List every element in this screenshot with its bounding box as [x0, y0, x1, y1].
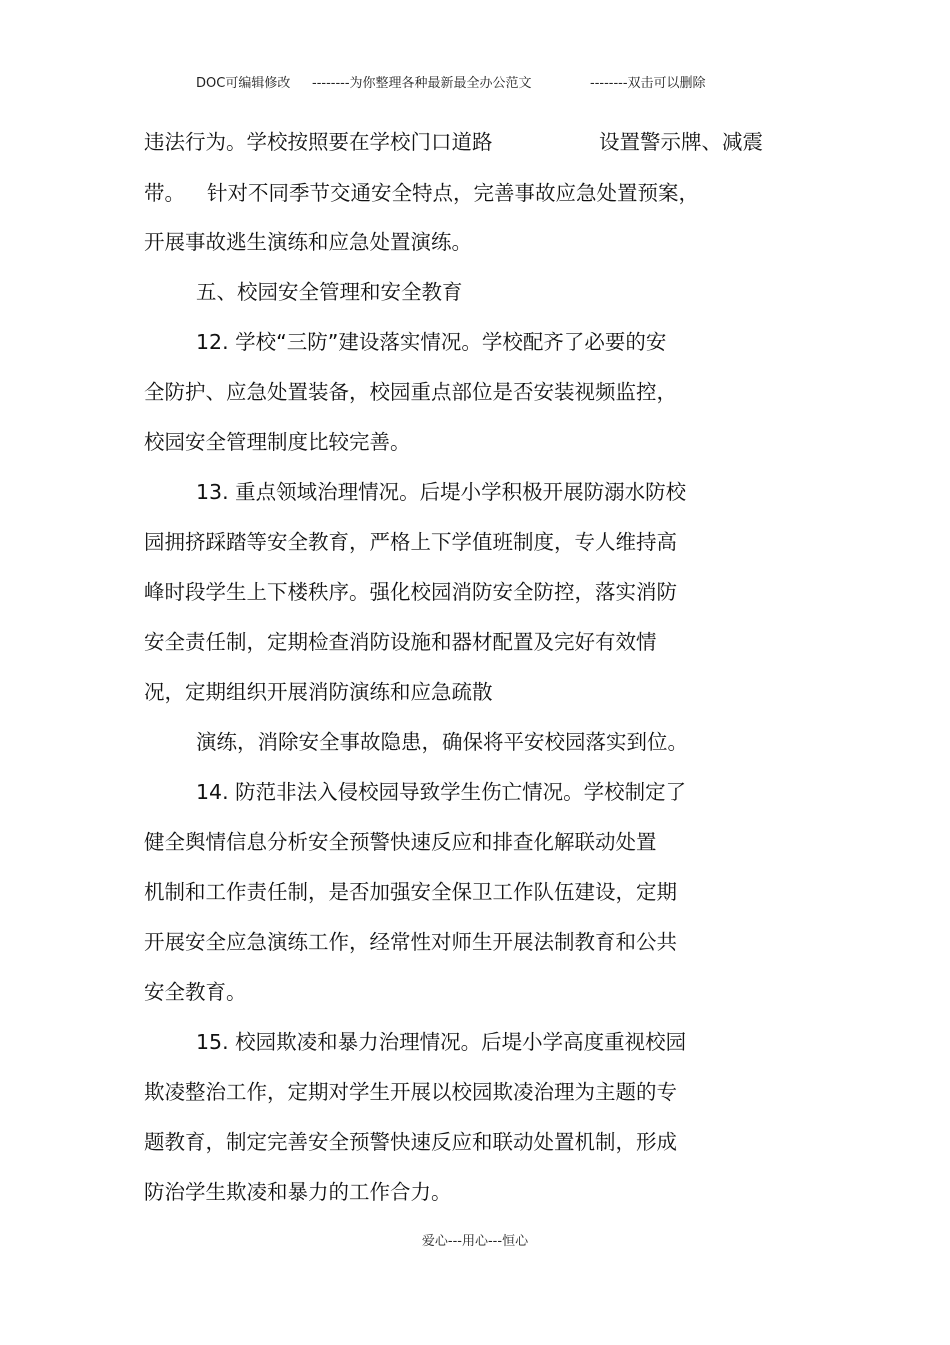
header-note-1: --------为你整理各种最新最全办公范文 — [312, 76, 532, 91]
text-line: 13. 重点领域治理情况。后堤小学积极开展防溺水防校 — [196, 480, 687, 504]
text-line: 峰时段学生上下楼秩序。强化校园消防安全防控，落实消防 — [144, 580, 677, 604]
text-line: 安全责任制，定期检查消防设施和器材配置及完好有效情 — [144, 630, 657, 654]
text-segment: 针对不同季节交通安全特点，完善事故应急处置预案， — [207, 181, 699, 205]
page-footer: 爱心---用心---恒心 — [421, 1234, 529, 1249]
text-line: 题教育，制定完善安全预警快速反应和联动处置机制，形成 — [144, 1130, 677, 1154]
text-line: 开展安全应急演练工作，经常性对师生开展法制教育和公共 — [144, 930, 677, 954]
text-segment: 带。 — [144, 181, 185, 205]
header-note-2: --------双击可以删除 — [590, 76, 706, 91]
text-line: 园拥挤踩踏等安全教育，严格上下学值班制度，专人维持高 — [144, 530, 677, 554]
text-line: 15. 校园欺凌和暴力治理情况。后堤小学高度重视校园 — [196, 1030, 687, 1054]
text-line: 欺凌整治工作，定期对学生开展以校园欺凌治理为主题的专 — [144, 1080, 677, 1104]
section-heading: 五、校园安全管理和安全教育 — [196, 280, 463, 304]
text-line: 防治学生欺凌和暴力的工作合力。 — [144, 1180, 452, 1204]
text-line: 机制和工作责任制，是否加强安全保卫工作队伍建设，定期 — [144, 880, 677, 904]
page-header — [0, 72, 950, 92]
text-line: 开展事故逃生演练和应急处置演练。 — [144, 230, 472, 254]
text-segment: 违法行为。学校按照要在学校门口道路 — [144, 130, 493, 154]
text-line: 14. 防范非法入侵校园导致学生伤亡情况。学校制定了 — [196, 780, 687, 804]
text-line: 安全教育。 — [144, 980, 247, 1004]
header-doc-label: DOC可编辑修改 — [196, 76, 291, 91]
text-line: 健全舆情信息分析安全预警快速反应和排查化解联动处置 — [144, 830, 657, 854]
text-line: 校园安全管理制度比较完善。 — [144, 430, 411, 454]
text-line: 况，定期组织开展消防演练和应急疏散 — [144, 680, 493, 704]
text-segment: 设置警示牌、减震 — [599, 130, 763, 154]
text-line: 12. 学校“三防”建设落实情况。学校配齐了必要的安 — [196, 330, 667, 354]
text-line: 全防护、应急处置装备，校园重点部位是否安装视频监控， — [144, 380, 677, 404]
text-line: 演练，消除安全事故隐患，确保将平安校园落实到位。 — [196, 730, 688, 754]
